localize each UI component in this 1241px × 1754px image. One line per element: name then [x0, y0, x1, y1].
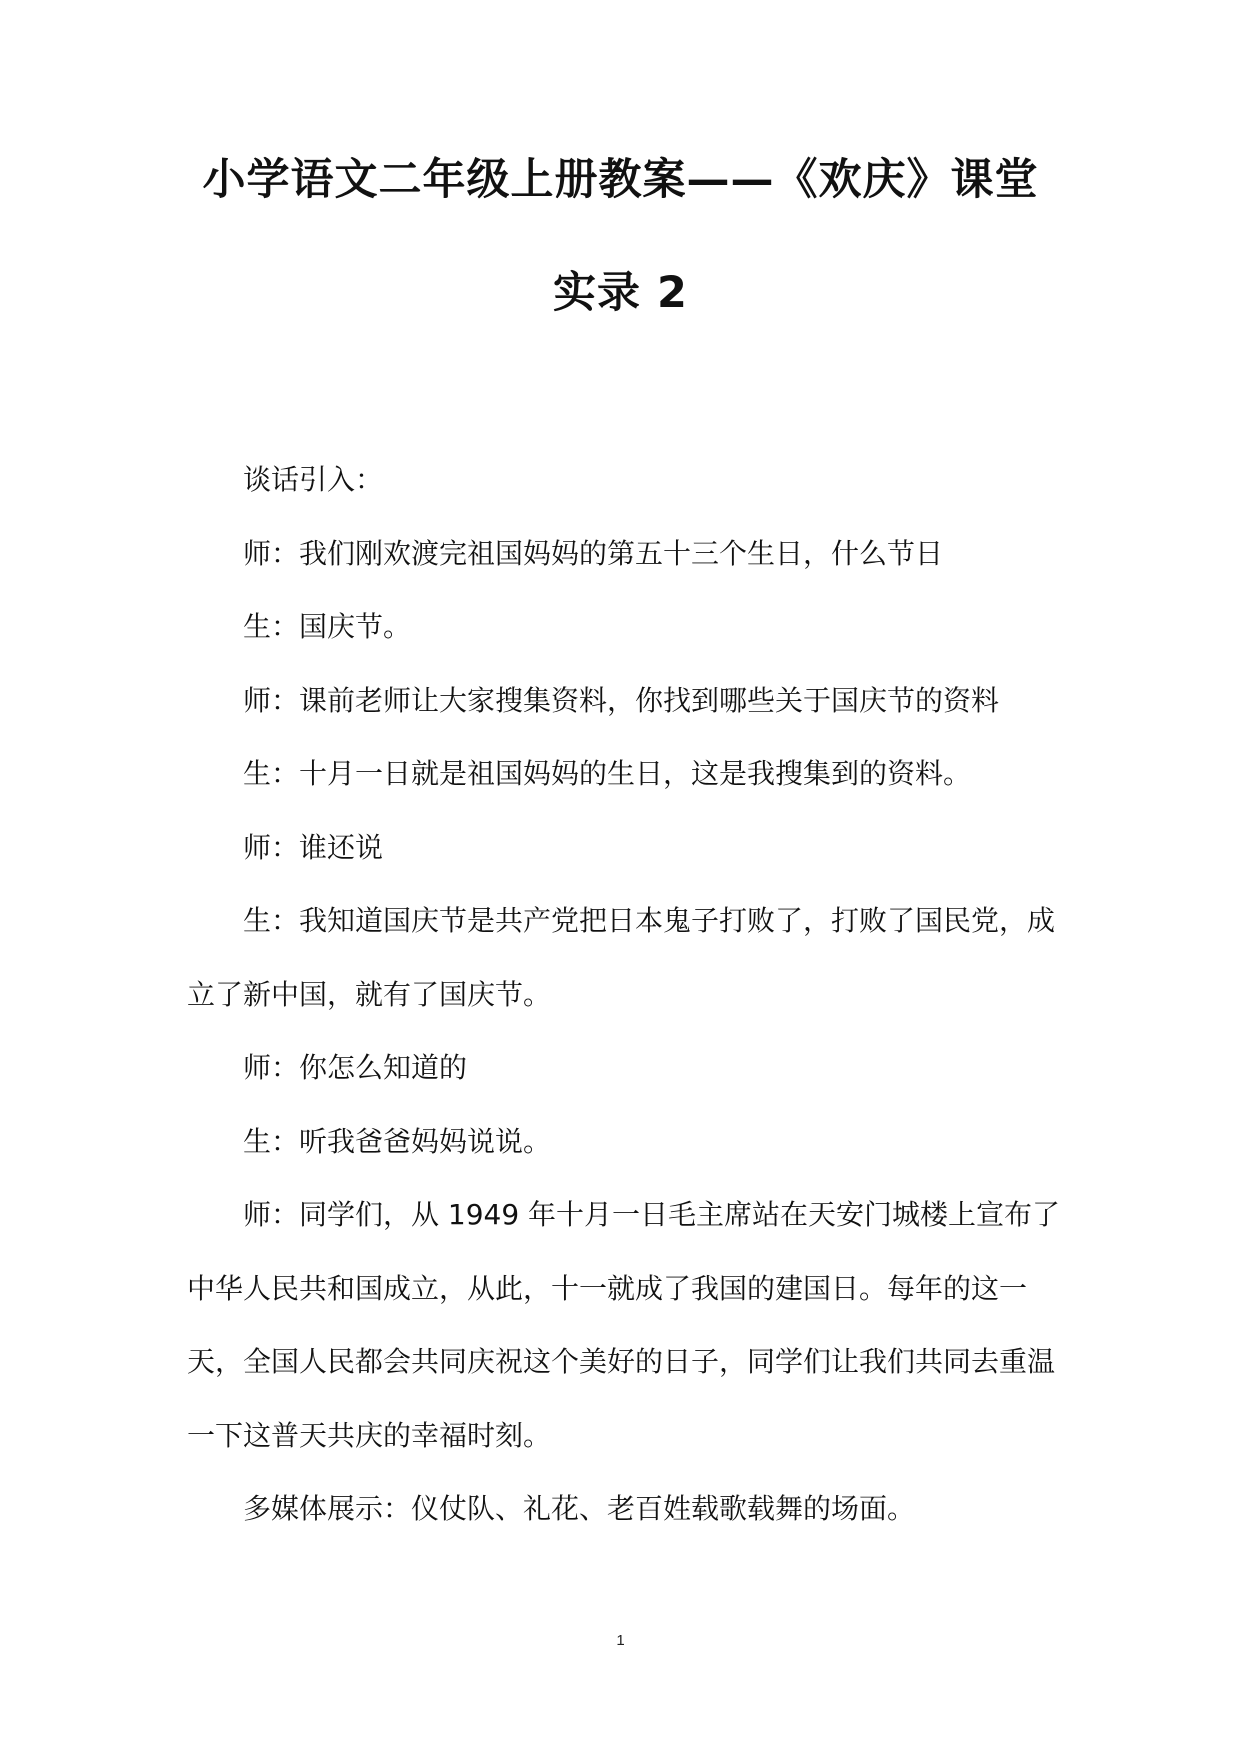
paragraph-teacher-5: 师：同学们，从 1949 年十月一日毛主席站在天安门城楼上宣布了中华人民共和国成立，从此，十一就成了我国的建国日。每年的这一天，全国人民都会共同庆祝这个美好的日子，同学们让我们共同去重温一下这普天共庆的幸福时刻。: [187, 1198, 1061, 1452]
paragraph-teacher-1: 师：我们刚欢渡完祖国妈妈的第五十三个生日，什么节日: [243, 536, 944, 570]
paragraph-teacher-3: 师：谁还说: [243, 830, 384, 864]
paragraph-teacher-2: 师：课前老师让大家搜集资料，你找到哪些关于国庆节的资料: [243, 683, 1000, 717]
paragraph-student-4: 生：听我爸爸妈妈说说。: [243, 1124, 552, 1158]
paragraph-multimedia: 多媒体展示：仪仗队、礼花、老百姓载歌载舞的场面。: [243, 1492, 916, 1525]
document-title-line-1: 小学语文二年级上册教案——《欢庆》课堂: [202, 155, 1039, 205]
paragraph-student-2: 生：十月一日就是祖国妈妈的生日，这是我搜集到的资料。: [243, 757, 972, 790]
paragraph-intro: 谈话引入：: [243, 463, 384, 496]
paragraph-student-1: 生：国庆节。: [243, 610, 412, 643]
paragraph-student-3: 生：我知道国庆节是共产党把日本鬼子打败了，打败了国民党，成立了新中国，就有了国庆节。: [187, 904, 1056, 1011]
document-body: [187, 443, 1067, 1546]
page-number: 1: [616, 1632, 625, 1649]
paragraph-teacher-4: 师：你怎么知道的: [243, 1051, 468, 1084]
document-title-line-2: 实录 2: [553, 268, 688, 318]
